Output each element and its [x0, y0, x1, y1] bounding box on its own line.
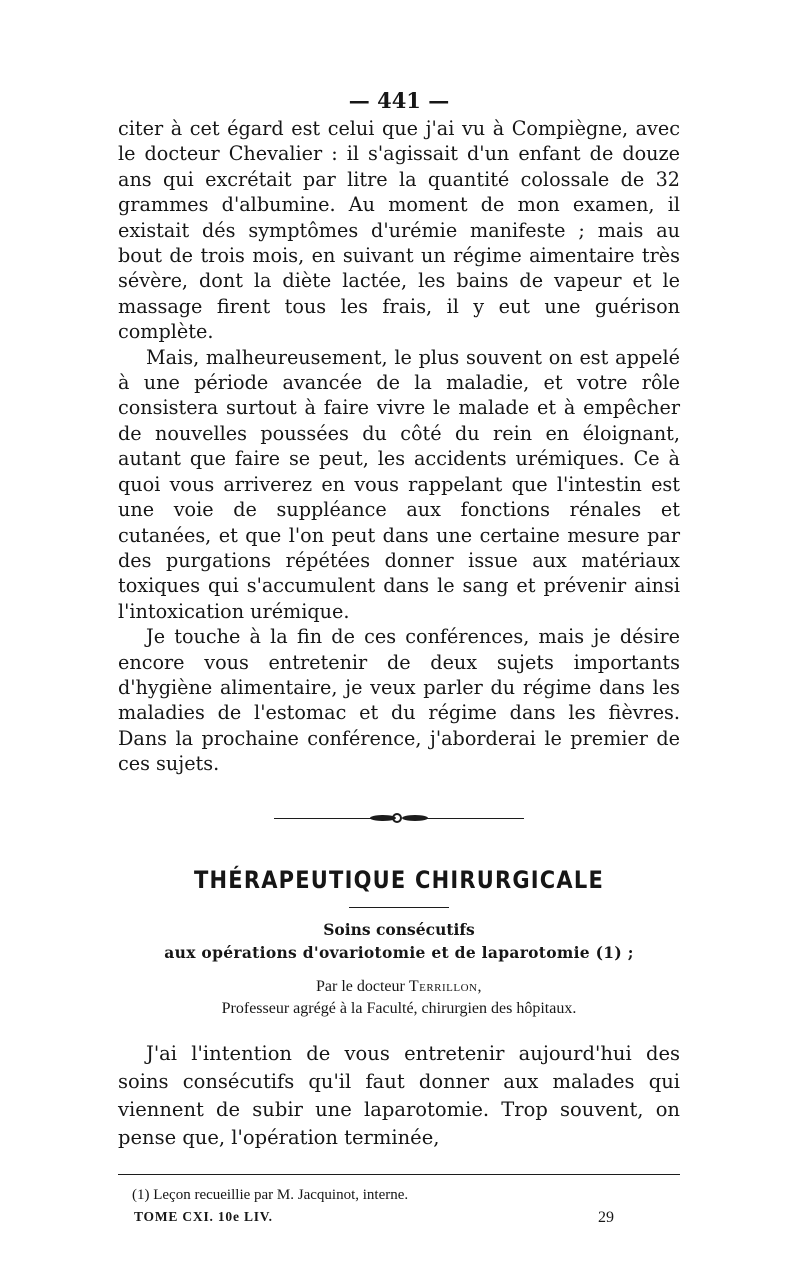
- paragraph: citer à cet égard est celui que j'ai vu à Compiègne, avec le docteur Chevalier : il s'agissait d'un enfant de douze ans qui excrétait par litre la quantité colossale de 32 grammes d'albumine. Au moment de mon examen, il existait dés symptômes d'urémie manifeste ; mais au bout de trois mois, en suivant un régime aimentaire très sévère, dont la diète lactée, les bains de vapeur et le massage firent tous les frais, il y eut une guérison complète.: [118, 117, 680, 344]
- author-name: Terrillon,: [408, 977, 482, 995]
- article-title: [118, 918, 680, 964]
- author-affiliation: Professeur agrégé à la Faculté, chirurgien des hôpitaux.: [221, 999, 577, 1017]
- section-title: THÉRAPEUTIQUE CHIRURGICALE: [194, 865, 604, 894]
- footnote: (1) Leçon recueillie par M. Jacquinot, interne.: [132, 1186, 409, 1203]
- article-body: [118, 1040, 680, 1152]
- paragraph: J'ai l'intention de vous entretenir aujourd'hui des soins consécutifs qu'il faut donner aux malades qui viennent de subir une laparotomie. Trop souvent, on pense que, l'opération terminée,: [118, 1041, 680, 1149]
- paragraph: Mais, malheureusement, le plus souvent on est appelé à une période avancée de la maladie, et votre rôle consistera surtout à faire vivre le malade et à empêcher de nouvelles poussées du côté du rein en éloignant, autant que faire se peut, les accidents urémiques. Ce à quoi vous arriverez en vous rappelant que l'intestin est une voie de suppléance aux fonctions rénales et cutanées, et que l'on peut dans une certaine mesure par des purgations répétées donner issue aux matériaux toxiques qui s'accumulent dans le sang et prévenir ainsi l'intoxication urémique.: [118, 345, 680, 623]
- byline: [118, 976, 680, 1020]
- decorative-divider-icon: [274, 813, 524, 825]
- previous-article-text: [118, 116, 680, 777]
- paragraph: Je touche à la fin de ces conférences, mais je désire encore vous entretenir de deux sujets importants d'hygiène alimentaire, je veux parler du régime dans les maladies de l'estomac et du régime dans les fièvres. Dans la prochaine conférence, j'aborderai le premier de ces sujets.: [118, 625, 680, 776]
- volume-signature: TOME CXI. 10e LIV.: [134, 1208, 273, 1224]
- page-number: — 441 —: [348, 88, 450, 113]
- signature-number: 29: [598, 1208, 614, 1226]
- footnote-rule: [118, 1174, 680, 1175]
- byline-prefix: Par le docteur: [315, 977, 409, 995]
- title-rule: [349, 907, 449, 908]
- article-title-line1: Soins consécutifs: [323, 919, 475, 939]
- article-title-line2: aux opérations d'ovariotomie et de laparotomie (1) ;: [164, 942, 634, 962]
- bottom-line: [118, 1209, 680, 1231]
- book-page: [118, 88, 680, 1231]
